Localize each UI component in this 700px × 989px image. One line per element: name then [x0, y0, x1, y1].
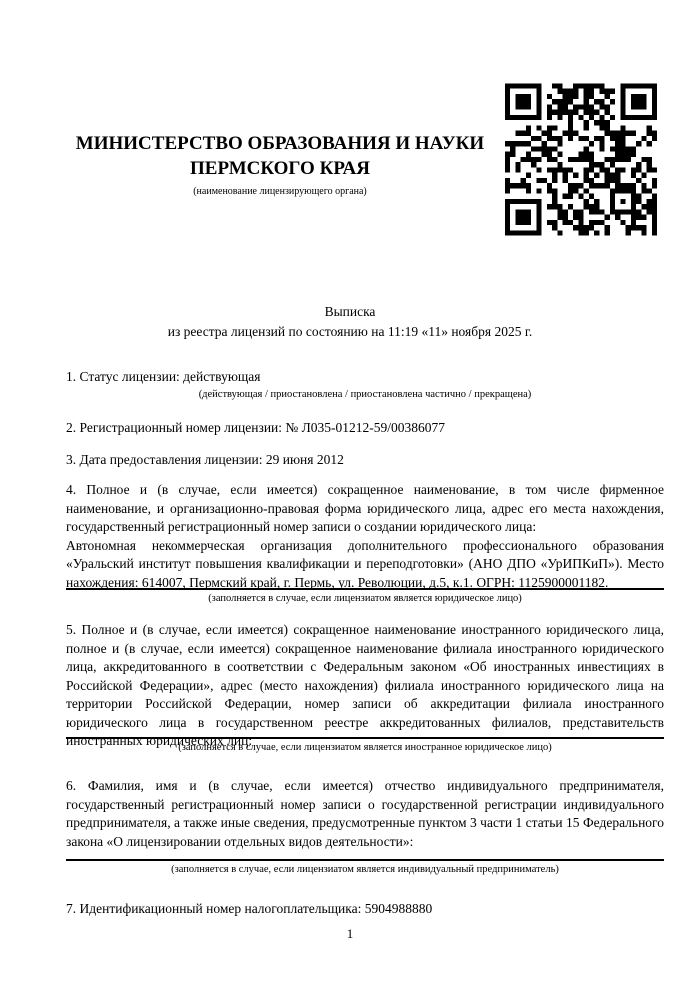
page-number: 1 — [346, 926, 354, 941]
foreign-entity-underline — [66, 737, 664, 739]
legal-entity-caption: (заполняется в случае, если лицензиатом является юридическое лицо) — [208, 593, 522, 604]
ministry-name-line2: ПЕРМСКОГО КРАЯ — [190, 158, 370, 179]
document-title-line2: из реестра лицензий по состоянию на 11:19 «11» ноября 2025 г. — [167, 324, 533, 339]
qr-code — [505, 83, 657, 236]
document-title-line1: Выписка — [324, 304, 376, 319]
foreign-entity-label: 5. Полное и (в случае, если имеется) сокращенное наименование иностранного юридического лица, полное и (в случае, если имеется) сокращенное наименование филиала иностранного юридического лица, аккредитованного в соответствии с Федеральным законом «Об иностранных инвестициях в Российской Федерации», адрес (место нахождения) филиала иностранного юридического лица на территории Российской Федерации, номер записи об аккредитации филиала иностранного юридического лица в государственном реестре аккредитованных филиалов, представительств иностранных юридических лиц: — [66, 622, 664, 748]
legal-entity-label: 4. Полное и (в случае, если имеется) сокращенное наименование, в том числе фирменное наименование, и организационно-правовая форма юридического лица, адрес его места нахождения, государственный регистрационный номер записи о создании юридического лица: — [66, 482, 664, 534]
legal-entity-value: Автономная некоммерческая организация дополнительного профессионального образования «Уральский институт повышения квалификации и переподготовки» (АНО ДПО «УрИПКиП»). Место нахождения: 614007, Пермский край, г. Пермь, ул. Революции, д.5, к.1. ОГРН: 1125900001182. — [66, 537, 664, 590]
license-status-options-caption: (действующая / приостановлена / приостановлена частично / прекращена) — [198, 389, 532, 400]
foreign-entity-caption: (заполняется в случае, если лицензиатом является иностранное юридическое лицо) — [178, 742, 552, 753]
license-date-line: 3. Дата предоставления лицензии: 29 июня 2012 — [66, 452, 344, 467]
document-title — [0, 302, 700, 342]
entrepreneur-underline — [66, 859, 664, 861]
entrepreneur-caption: (заполняется в случае, если лицензиатом является индивидуальный предприниматель) — [171, 864, 559, 875]
license-status-line: 1. Статус лицензии: действующая — [66, 369, 261, 384]
issuing-authority-caption: (наименование лицензирующего органа) — [193, 186, 367, 197]
legal-entity-underline — [66, 588, 664, 590]
entrepreneur-label: 6. Фамилия, имя и (в случае, если имеется) отчество индивидуального предпринимателя, государственный регистрационный номер записи о государственной регистрации индивидуального предпринимателя, а также иные сведения, предусмотренные пунктом 3 части 1 статьи 15 Федерального закона «О лицензировании отдельных видов деятельности»: — [66, 778, 664, 849]
registration-number-line: 2. Регистрационный номер лицензии: № Л035-01212-59/00386077 — [66, 420, 446, 435]
legal-entity-section — [66, 481, 664, 592]
ministry-name-line1: МИНИСТЕРСТВО ОБРАЗОВАНИЯ И НАУКИ — [75, 133, 485, 154]
foreign-entity-section — [66, 621, 664, 751]
entrepreneur-section — [66, 777, 664, 851]
issuing-authority-header — [50, 131, 510, 198]
taxpayer-id-line: 7. Идентификационный номер налогоплательщика: 5904988880 — [66, 901, 433, 916]
